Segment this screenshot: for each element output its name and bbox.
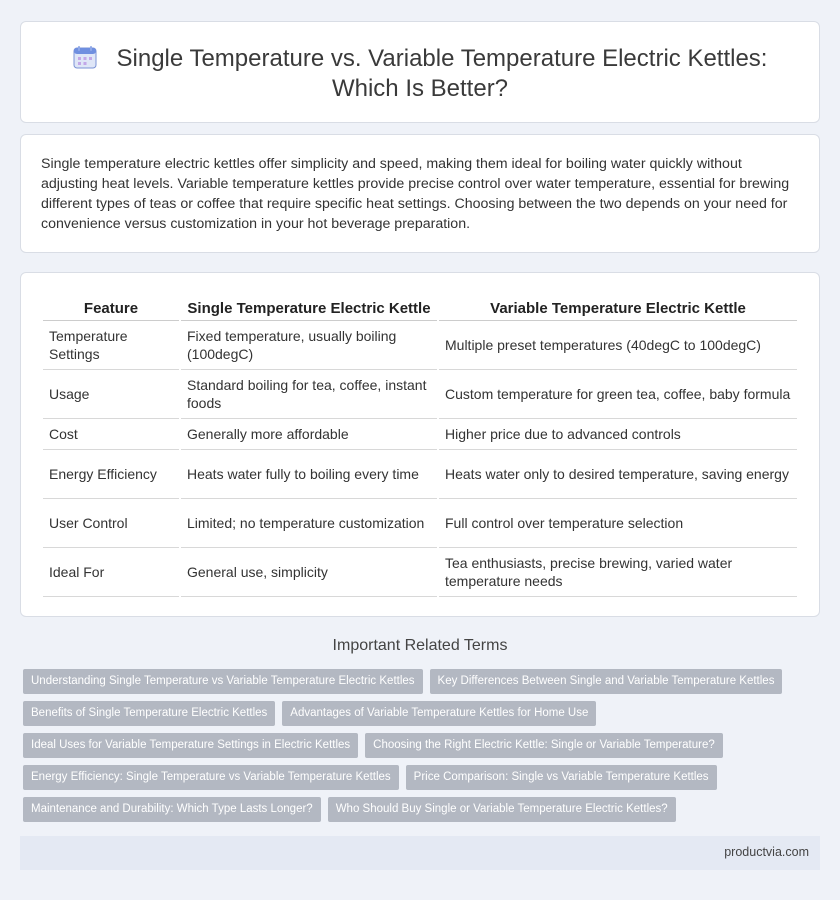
table-header-row — [43, 295, 797, 321]
footer-site-link[interactable]: productvia.com — [724, 845, 809, 859]
related-term-link[interactable]: Key Differences Between Single and Variable Temperature Kettles — [430, 669, 783, 694]
related-term-link[interactable]: Understanding Single Temperature vs Variable Temperature Electric Kettles — [23, 669, 423, 694]
related-terms-list — [23, 669, 823, 829]
related-term-link[interactable]: Ideal Uses for Variable Temperature Settings in Electric Kettles — [23, 733, 358, 758]
table-cell: Higher price due to advanced controls — [439, 419, 797, 450]
table-cell: Standard boiling for tea, coffee, instant foods — [181, 370, 437, 419]
table-cell: Heats water fully to boiling every time — [181, 450, 437, 499]
footer — [20, 836, 820, 870]
table-row — [43, 419, 797, 450]
table-cell: Multiple preset temperatures (40degC to 100degC) — [439, 321, 797, 370]
related-term-link[interactable]: Price Comparison: Single vs Variable Temperature Kettles — [406, 765, 717, 790]
table-cell: Temperature Settings — [43, 321, 179, 370]
table-row — [43, 499, 797, 548]
table-cell: Generally more affordable — [181, 419, 437, 450]
table-cell: Heats water only to desired temperature, saving energy — [439, 450, 797, 499]
table-cell: Usage — [43, 370, 179, 419]
header-single-temp: Single Temperature Electric Kettle — [181, 295, 437, 321]
title-line-1: Single Temperature vs. Variable Temperature Electric Kettles: — [116, 45, 768, 72]
intro-text: Single temperature electric kettles offer simplicity and speed, making them ideal for boiling water quickly without adjusting heat levels. Variable temperature kettles provide precise control over water temperature, essential for brewing different types of teas or coffee that require specific heat settings. Choosing between the two depends on your need for convenience versus customization in your hot beverage preparation. — [41, 156, 790, 232]
header-variable-temp: Variable Temperature Electric Kettle — [439, 295, 797, 321]
table-cell: Custom temperature for green tea, coffee, baby formula — [439, 370, 797, 419]
table-cell: User Control — [43, 499, 179, 548]
title-line-2: Which Is Better? — [331, 75, 509, 102]
table-cell: Fixed temperature, usually boiling (100degC) — [181, 321, 437, 370]
table-cell: General use, simplicity — [181, 548, 437, 597]
related-term-link[interactable]: Advantages of Variable Temperature Kettles for Home Use — [282, 701, 596, 726]
related-term-link[interactable]: Who Should Buy Single or Variable Temperature Electric Kettles? — [328, 797, 676, 822]
table-row — [43, 321, 797, 370]
related-term-link[interactable]: Maintenance and Durability: Which Type Lasts Longer? — [23, 797, 321, 822]
table-cell: Full control over temperature selection — [439, 499, 797, 548]
table-cell: Tea enthusiasts, precise brewing, varied water temperature needs — [439, 548, 797, 597]
table-cell: Limited; no temperature customization — [181, 499, 437, 548]
related-terms-heading: Important Related Terms — [332, 637, 508, 654]
related-term-link[interactable]: Benefits of Single Temperature Electric Kettles — [23, 701, 275, 726]
table-cell: Energy Efficiency — [43, 450, 179, 499]
table-cell: Cost — [43, 419, 179, 450]
comparison-table — [41, 295, 799, 597]
related-term-link[interactable]: Choosing the Right Electric Kettle: Single or Variable Temperature? — [365, 733, 723, 758]
table-cell: Ideal For — [43, 548, 179, 597]
table-row — [43, 370, 797, 419]
table-row — [43, 548, 797, 597]
related-term-link[interactable]: Energy Efficiency: Single Temperature vs Variable Temperature Kettles — [23, 765, 399, 790]
comparison-table-card — [20, 272, 820, 617]
intro-card — [20, 134, 820, 253]
page-title — [21, 44, 819, 104]
title-card — [20, 21, 820, 123]
title-wrap — [21, 44, 819, 104]
header-feature: Feature — [43, 295, 179, 321]
calendar-icon — [73, 45, 97, 69]
table-row — [43, 450, 797, 499]
